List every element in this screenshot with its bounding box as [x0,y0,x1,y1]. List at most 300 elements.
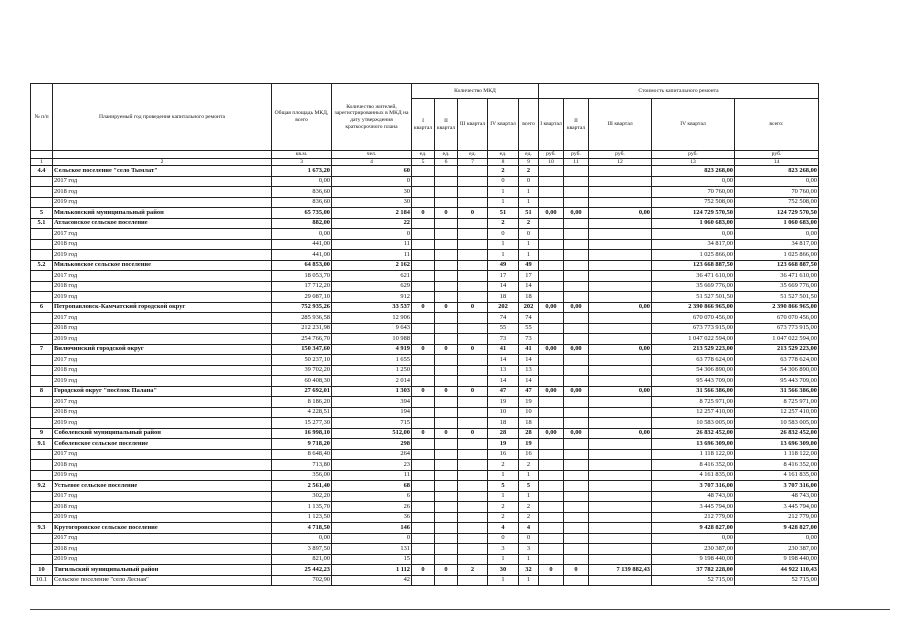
table-cell: 1 [519,470,539,481]
table-row [31,197,819,208]
table-cell [435,512,458,523]
table-cell: 13 [488,365,519,376]
table-cell: 28 [488,428,519,439]
table-cell [564,481,589,492]
table-cell: 33 537 [332,302,412,313]
table-cell: 2018 год [53,365,272,376]
table-row [31,313,819,324]
table-cell: 17 [488,271,519,282]
table-cell: 213 529 223,00 [735,344,819,355]
unit-cell: руб. [589,151,652,159]
table-cell [435,197,458,208]
unit-cell: руб. [652,151,735,159]
table-cell: 298 [332,439,412,450]
table-row [31,187,819,198]
table-cell [564,176,589,187]
table-cell: 1 [519,250,539,261]
table-cell [435,334,458,345]
table-cell: 0 [458,386,488,397]
table-cell [31,292,53,303]
table-cell: 49 [488,260,519,271]
table-cell [539,271,564,282]
table-cell [564,218,589,229]
table-row [31,208,819,219]
table-cell [31,197,53,208]
table-cell: 212 779,00 [735,512,819,523]
table-cell: 230 387,00 [735,544,819,555]
table-cell [412,554,435,565]
table-cell [412,418,435,429]
table-cell [435,166,458,177]
table-cell: 713,80 [272,460,332,471]
table-cell: 37 782 228,00 [652,565,735,576]
table-cell: 670 070 456,00 [735,313,819,324]
table-cell: 54 306 890,00 [735,365,819,376]
table-cell [412,491,435,502]
table-cell: 4.4 [31,166,53,177]
table-cell: 28 [519,428,539,439]
unit-cell: ед. [458,151,488,159]
table-cell: 0 [488,533,519,544]
table-cell: 23 [332,460,412,471]
table-cell: Атласовское сельское поселение [53,218,272,229]
table-cell: 2017 год [53,229,272,240]
table-cell [564,512,589,523]
table-row [31,281,819,292]
table-cell: 12 257 410,00 [735,407,819,418]
table-row [31,218,819,229]
table-cell [589,239,652,250]
table-cell: 31 566 386,00 [735,386,819,397]
table-cell: 0 [332,229,412,240]
table-cell [412,334,435,345]
table-cell [435,323,458,334]
table-cell [31,323,53,334]
table-cell: 0,00 [564,428,589,439]
table-cell: 0 [564,565,589,576]
table-cell [458,176,488,187]
table-cell: 2017 год [53,176,272,187]
table-cell [564,460,589,471]
table-cell: 36 471 610,00 [735,271,819,282]
table-cell: 1 303 [332,386,412,397]
table-cell: 68 [332,481,412,492]
table-cell: 912 [332,292,412,303]
table-cell: 3 707 316,00 [652,481,735,492]
table-cell: 1 025 866,00 [652,250,735,261]
table-cell [458,313,488,324]
table-cell: 0,00 [272,176,332,187]
header-mkd-total: всего [519,99,539,151]
table-cell: 2019 год [53,197,272,208]
table-cell: 19 [519,439,539,450]
table-cell: 821,00 [272,554,332,565]
table-cell [564,239,589,250]
table-cell: 6 [31,302,53,313]
table-cell: 0 [435,344,458,355]
table-cell [564,439,589,450]
table-cell: 124 729 570,50 [652,208,735,219]
table-cell: 5.1 [31,218,53,229]
table-cell [435,460,458,471]
table-cell: 74 [519,313,539,324]
table-cell: 0,00 [735,533,819,544]
table-cell: 60 [332,166,412,177]
table-cell: 26 [332,502,412,513]
table-cell: 70 760,00 [735,187,819,198]
table-cell [589,229,652,240]
table-cell: 18 [488,292,519,303]
table-cell: 0,00 [539,386,564,397]
table-cell: 2 [519,166,539,177]
table-cell: 1 112 [332,565,412,576]
table-cell [435,523,458,534]
table-cell: 52 715,00 [735,575,819,586]
table-cell: 8 [31,386,53,397]
table-row [31,575,819,586]
table-row [31,229,819,240]
table-cell: 0 [435,208,458,219]
table-cell: 2018 год [53,544,272,555]
unit-cell: ед. [435,151,458,159]
table-cell [31,533,53,544]
table-cell: 1 250 [332,365,412,376]
table-cell [589,292,652,303]
table-cell: 0 [435,386,458,397]
table-cell: 2017 год [53,533,272,544]
table-cell [458,292,488,303]
table-cell: 213 529 223,00 [652,344,735,355]
table-cell: 882,00 [272,218,332,229]
table-cell: 47 [519,386,539,397]
table-cell: 621 [332,271,412,282]
table-cell: 0,00 [272,229,332,240]
table-cell: Мильковский муниципальный район [53,208,272,219]
table-cell: 14 [488,355,519,366]
table-cell [589,397,652,408]
table-cell: 0 [519,229,539,240]
table-cell: 70 760,00 [652,187,735,198]
table-cell [435,365,458,376]
table-cell: 95 443 709,00 [735,376,819,387]
table-cell [412,355,435,366]
table-cell: 26 832 452,00 [735,428,819,439]
table-cell: 0,00 [735,176,819,187]
table-cell: 11 [332,250,412,261]
table-cell [458,334,488,345]
table-cell: 16 [519,449,539,460]
table-cell [564,575,589,586]
table-cell [589,470,652,481]
table-cell [412,502,435,513]
table-cell: 0 [458,428,488,439]
table-cell: 1 118 122,00 [652,449,735,460]
table-cell: 15 277,30 [272,418,332,429]
table-cell: 18 [519,418,539,429]
table-cell: 1 025 866,00 [735,250,819,261]
table-cell [458,502,488,513]
column-number-cell: 11 [564,158,589,166]
capital-repair-plan-table [30,83,819,586]
table-cell [539,376,564,387]
header-residents: Количество жителей, зарегистрированных в МКД на дату утверждения краткосрочного плана [332,84,412,151]
table-cell: 30 [332,197,412,208]
table-cell [435,533,458,544]
table-cell [589,197,652,208]
table-cell: 1 [519,554,539,565]
table-cell [539,218,564,229]
table-cell: 14 [519,281,539,292]
table-cell: 0 [488,176,519,187]
table-cell [412,250,435,261]
table-cell [539,449,564,460]
table-cell: 673 773 915,00 [652,323,735,334]
column-number-cell: 2 [53,158,272,166]
table-cell [539,491,564,502]
table-cell [412,449,435,460]
table-cell: 8 725 971,00 [735,397,819,408]
table-cell: 2017 год [53,491,272,502]
table-cell [589,176,652,187]
table-cell [539,365,564,376]
table-cell [539,554,564,565]
table-cell: 63 778 624,00 [652,355,735,366]
table-cell [564,533,589,544]
table-cell [458,187,488,198]
table-cell [31,470,53,481]
table-cell [589,313,652,324]
table-cell [31,376,53,387]
table-cell: 9 643 [332,323,412,334]
table-cell: 2018 год [53,460,272,471]
table-cell [589,187,652,198]
table-cell: 2017 год [53,397,272,408]
table-cell [31,418,53,429]
table-cell [589,250,652,261]
table-cell: 0 [412,428,435,439]
table-cell: 0,00 [652,533,735,544]
table-cell [458,260,488,271]
table-cell: 441,00 [272,239,332,250]
table-cell [589,554,652,565]
table-cell: 8 725 971,00 [652,397,735,408]
table-cell: 30 [488,565,519,576]
table-cell [458,575,488,586]
table-cell [589,544,652,555]
table-cell: Соболевское сельское поселение [53,439,272,450]
table-cell: 2 [488,218,519,229]
table-cell: 194 [332,407,412,418]
table-cell: 55 [488,323,519,334]
table-cell: 670 070 456,00 [652,313,735,324]
table-cell: 50 237,10 [272,355,332,366]
table-cell [412,407,435,418]
table-cell [412,376,435,387]
table-cell: 3 707 316,00 [735,481,819,492]
table-cell [589,523,652,534]
table-cell [435,376,458,387]
table-cell: 202 [488,302,519,313]
header-cost-q4: IV квартал [652,99,735,151]
table-cell: 2017 год [53,355,272,366]
table-cell: 31 566 386,00 [652,386,735,397]
table-cell: 11 [332,470,412,481]
table-cell [589,260,652,271]
table-cell: 1 [488,197,519,208]
table-cell: 0 [412,302,435,313]
table-cell: 30 [332,187,412,198]
table-cell: 2 [519,218,539,229]
table-cell: 2018 год [53,502,272,513]
table-cell: 41 [519,344,539,355]
table-cell: 1 [488,491,519,502]
table-cell [539,575,564,586]
table-cell: 44 922 110,43 [735,565,819,576]
table-cell [564,260,589,271]
table-cell: 47 [488,386,519,397]
table-cell: 26 832 452,00 [652,428,735,439]
table-cell: 0,00 [539,208,564,219]
table-row [31,292,819,303]
table-cell [412,523,435,534]
table-cell: 48 743,00 [652,491,735,502]
table-cell [31,176,53,187]
header-mkd-q1: I квартал [412,99,435,151]
table-cell [435,187,458,198]
table-cell [458,218,488,229]
table-row [31,386,819,397]
table-row [31,502,819,513]
table-cell: 2017 год [53,271,272,282]
table-row [31,344,819,355]
table-cell [31,554,53,565]
table-cell: 35 669 776,00 [735,281,819,292]
table-cell: 0 [458,344,488,355]
table-cell [539,229,564,240]
table-cell: 12 906 [332,313,412,324]
table-cell: 8 416 352,00 [652,460,735,471]
table-cell [31,229,53,240]
table-cell [564,187,589,198]
table-cell [458,365,488,376]
table-cell [412,166,435,177]
table-cell: 2018 год [53,187,272,198]
table-cell [31,502,53,513]
table-cell [412,575,435,586]
table-cell: 212 779,00 [652,512,735,523]
table-cell [589,365,652,376]
table-row [31,439,819,450]
table-cell [539,418,564,429]
table-cell: Петропавловск-Камчатский городской округ [53,302,272,313]
table-cell: 9 428 827,00 [735,523,819,534]
table-cell [539,176,564,187]
table-cell [539,239,564,250]
table-cell [589,491,652,502]
table-cell [539,512,564,523]
table-row [31,176,819,187]
table-cell [412,281,435,292]
table-row [31,533,819,544]
table-cell: 0 [458,208,488,219]
table-cell [589,481,652,492]
table-cell: 285 936,58 [272,313,332,324]
table-cell [435,260,458,271]
table-cell [458,166,488,177]
table-row [31,376,819,387]
table-cell [31,407,53,418]
table-cell: 19 [488,439,519,450]
table-cell: 95 443 709,00 [652,376,735,387]
table-cell [31,544,53,555]
table-cell: 0,00 [589,208,652,219]
table-cell [458,197,488,208]
header-num: № п/п [31,84,53,151]
table-cell [589,439,652,450]
table-cell: 2 390 866 965,00 [735,302,819,313]
table-cell [564,166,589,177]
table-cell: 2019 год [53,250,272,261]
table-cell: 11 [332,239,412,250]
column-number-cell: 8 [488,158,519,166]
table-cell [589,407,652,418]
unit-cell: ед. [488,151,519,159]
table-cell: 2 184 [332,208,412,219]
table-cell: 2 [488,502,519,513]
header-cost-q2: II квартал [564,99,589,151]
table-cell: 13 696 309,00 [652,439,735,450]
column-number-cell: 7 [458,158,488,166]
table-cell [564,250,589,261]
page-bottom-rule [30,609,890,610]
table-cell [31,250,53,261]
table-cell: 8 186,20 [272,397,332,408]
table-cell: 2017 год [53,449,272,460]
table-cell [564,523,589,534]
table-cell: 0,00 [589,428,652,439]
header-mkd-count-group: Количество МКД [412,84,539,99]
table-cell: 2 [458,565,488,576]
table-cell: 673 773 915,00 [735,323,819,334]
table-cell [458,229,488,240]
table-cell [564,271,589,282]
table-cell: Сельское поселение "село Лесная" [53,575,272,586]
table-cell: 27 692,01 [272,386,332,397]
table-cell: 0,00 [564,208,589,219]
table-cell: 9 198 440,00 [652,554,735,565]
table-cell [435,239,458,250]
table-cell: 49 [519,260,539,271]
table-cell [412,470,435,481]
table-cell: 39 702,20 [272,365,332,376]
table-cell: 12 257 410,00 [652,407,735,418]
table-cell [564,491,589,502]
table-cell: Мильковское сельское поселение [53,260,272,271]
column-number-cell: 6 [435,158,458,166]
table-cell: 18 053,70 [272,271,332,282]
table-cell [412,439,435,450]
table-cell [589,533,652,544]
table-cell [435,481,458,492]
table-row [31,523,819,534]
table-cell: 55 [519,323,539,334]
table-cell: 0 [332,533,412,544]
table-cell [458,407,488,418]
table-cell: 10 583 005,00 [735,418,819,429]
table-cell: 0,00 [539,344,564,355]
table-cell [435,250,458,261]
table-cell: 4 718,50 [272,523,332,534]
